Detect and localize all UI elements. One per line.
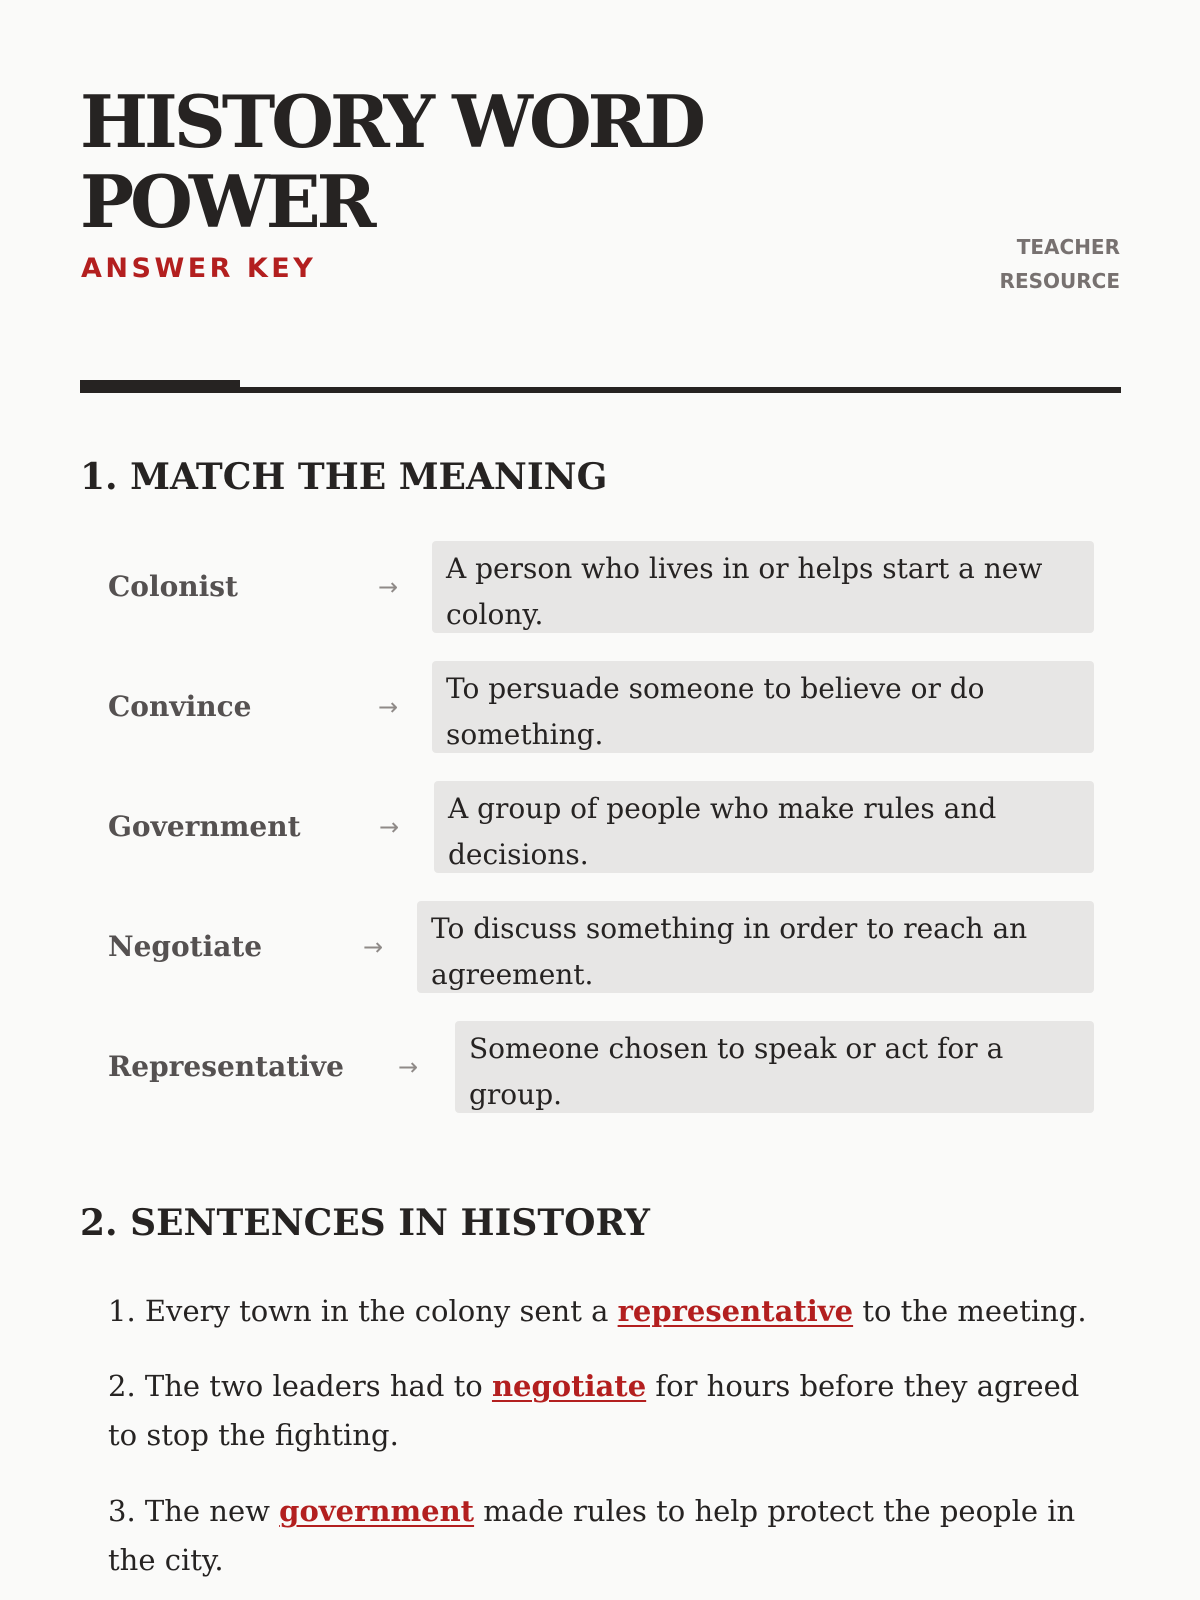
match-definition: To discuss something in order to reach an agreement. [417, 901, 1094, 993]
match-term: Colonist [108, 570, 238, 603]
match-definition: A person who lives in or helps start a new colony. [432, 541, 1094, 633]
header-divider-accent [80, 380, 240, 390]
match-definition: Someone chosen to speak or act for a group. [455, 1021, 1094, 1113]
match-row-colonist [108, 541, 1094, 633]
answer-key-label: ANSWER KEY [81, 253, 317, 284]
sentence-suffix: for hours before they agreed to stop the fighting. [108, 1369, 1080, 1452]
match-row-convince [108, 661, 1094, 753]
match-term: Convince [108, 690, 252, 723]
match-term: Negotiate [108, 930, 263, 963]
match-row-government [108, 781, 1094, 873]
sentence-item [108, 1287, 1106, 1336]
match-row-negotiate [108, 901, 1094, 993]
sentence-prefix: 3. The new [108, 1494, 280, 1528]
match-section-heading: 1. MATCH THE MEANING [80, 456, 608, 498]
page-title: HISTORY WORD POWER [80, 79, 702, 244]
arrow-right-icon: → [363, 933, 384, 961]
arrow-right-icon: → [379, 813, 400, 841]
arrow-right-icon: → [378, 573, 399, 601]
sentence-answer: government [279, 1494, 475, 1528]
sentences-section-heading: 2. SENTENCES IN HISTORY [80, 1202, 651, 1244]
match-term: Representative [108, 1050, 344, 1083]
sentence-prefix: 1. Every town in the colony sent a [108, 1294, 618, 1328]
match-term: Government [108, 810, 301, 843]
sentence-answer: representative [617, 1294, 854, 1328]
sentence-item [108, 1362, 1106, 1460]
match-definition: To persuade someone to believe or do something. [432, 661, 1094, 753]
match-row-representative [108, 1021, 1094, 1113]
sentence-suffix: made rules to help protect the people in the city. [108, 1494, 1076, 1577]
arrow-right-icon: → [398, 1053, 419, 1081]
sentence-item [108, 1487, 1106, 1585]
sentence-suffix: to the meeting. [853, 1294, 1087, 1328]
sentence-prefix: 2. The two leaders had to [108, 1369, 492, 1403]
match-definition: A group of people who make rules and decisions. [434, 781, 1094, 873]
teacher-resource-line-2: RESOURCE [999, 269, 1120, 293]
teacher-resource-label [900, 230, 1120, 298]
arrow-right-icon: → [378, 693, 399, 721]
sentence-answer: negotiate [491, 1369, 647, 1403]
teacher-resource-line-1: TEACHER [1016, 235, 1120, 259]
